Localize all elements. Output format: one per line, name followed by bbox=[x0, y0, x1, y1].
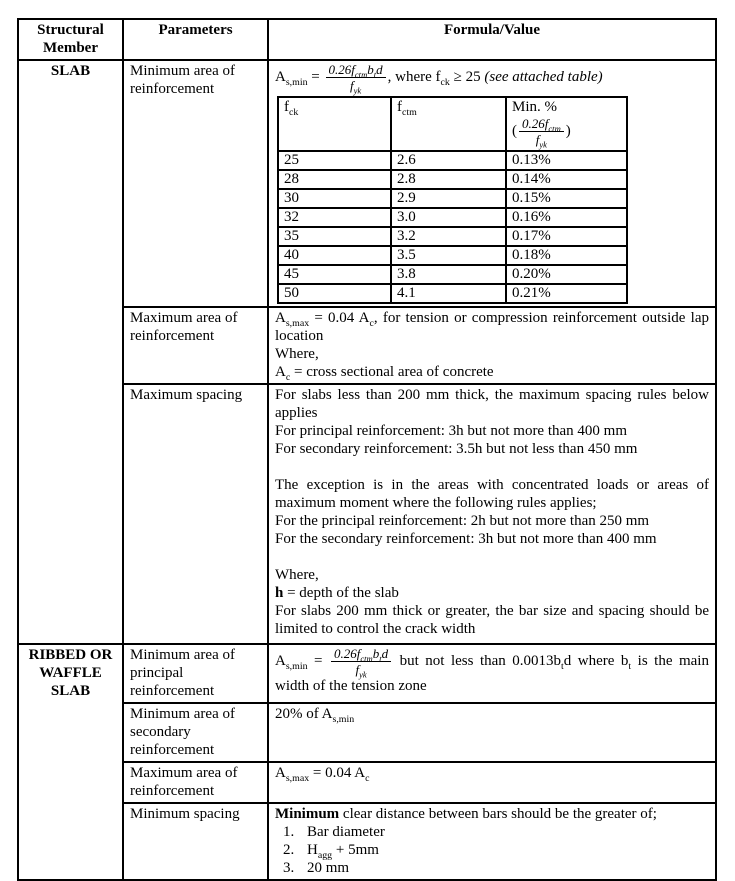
value-ribbed-min-principal: $A_{s,min}$ = $\frac{0.26f_{ctm}b_td}{f_{yk}}$ but not less than $0.0013b_td$ where $b_t$ is the main width of the tension zone bbox=[268, 644, 716, 703]
fck-header: $f_{ck}$ bbox=[278, 97, 391, 151]
param-ribbed-min-spacing: Minimum spacing bbox=[123, 803, 268, 880]
fck-value: 45 bbox=[278, 265, 391, 284]
min-pct-value: 0.16% bbox=[506, 208, 627, 227]
value-ribbed-min-spacing: Minimum clear distance between bars should be the greater of; 1. Bar diameter 2. $H_{agg} + 5mm$ 3. 20 mm bbox=[268, 803, 716, 880]
value-ribbed-min-secondary: 20% of $A_{s,min}$ bbox=[268, 703, 716, 762]
min-pct-value: 0.13% bbox=[506, 151, 627, 170]
member-ribbed-waffle-slab: RIBBED OR WAFFLE SLAB bbox=[18, 644, 123, 880]
table-row bbox=[18, 60, 716, 307]
fctm-value: 3.2 bbox=[391, 227, 506, 246]
param-slab-min-area: Minimum area of reinforcement bbox=[123, 60, 268, 307]
min-pct-value: 0.18% bbox=[506, 246, 627, 265]
min-pct-value: 0.14% bbox=[506, 170, 627, 189]
fck-value: 32 bbox=[278, 208, 391, 227]
fck-value: 25 bbox=[278, 151, 391, 170]
header-structural-member: Structural Member bbox=[18, 19, 123, 60]
table-row bbox=[278, 208, 627, 227]
value-slab-max-area: $A_{s,max} = 0.04$ $A_c$, for tension or compression reinforcement outside lap location Where, $A_c$ = cross sectional area of concrete bbox=[268, 307, 716, 384]
table-row bbox=[18, 762, 716, 803]
fctm-value: 3.0 bbox=[391, 208, 506, 227]
header-formula-value: Formula/Value bbox=[268, 19, 716, 60]
table-row bbox=[18, 307, 716, 384]
fctm-value: 4.1 bbox=[391, 284, 506, 303]
table-row bbox=[18, 803, 716, 880]
fctm-value: 2.8 bbox=[391, 170, 506, 189]
table-row bbox=[278, 151, 627, 170]
header-parameters: Parameters bbox=[123, 19, 268, 60]
table-row bbox=[278, 246, 627, 265]
fctm-value: 2.6 bbox=[391, 151, 506, 170]
param-ribbed-min-secondary: Minimum area of secondary reinforcement bbox=[123, 703, 268, 762]
fctm-value: 3.5 bbox=[391, 246, 506, 265]
min-pct-header bbox=[506, 97, 627, 151]
table-row bbox=[278, 227, 627, 246]
table-header-row bbox=[18, 19, 716, 60]
fctm-value: 2.9 bbox=[391, 189, 506, 208]
param-slab-max-spacing: Maximum spacing bbox=[123, 384, 268, 644]
table-row bbox=[278, 189, 627, 208]
structural-members-table bbox=[17, 18, 717, 881]
min-area-formula: $A_{s,min}$ = $\frac{0.26f_{ctm}b_td}{f_{yk}}$ , where $f_{ck} \ge 25$ (see attached table) bbox=[275, 62, 603, 96]
table-row bbox=[278, 284, 627, 303]
fck-table-header-row bbox=[278, 97, 627, 151]
min-pct-value: 0.15% bbox=[506, 189, 627, 208]
min-pct-label: Min. % bbox=[512, 99, 557, 115]
table-row bbox=[18, 703, 716, 762]
fck-value: 35 bbox=[278, 227, 391, 246]
fck-value: 30 bbox=[278, 189, 391, 208]
fck-value: 28 bbox=[278, 170, 391, 189]
fck-value: 50 bbox=[278, 284, 391, 303]
table-row bbox=[18, 644, 716, 703]
param-ribbed-max-area: Maximum area of reinforcement bbox=[123, 762, 268, 803]
param-ribbed-min-principal: Minimum area of principal reinforcement bbox=[123, 644, 268, 703]
value-ribbed-max-area: $A_{s,max} = 0.04$ $A_c$ bbox=[268, 762, 716, 803]
min-pct-value: 0.21% bbox=[506, 284, 627, 303]
table-row bbox=[18, 384, 716, 644]
min-pct-formula: ( $\frac{0.26f_{ctm}}{f_{yk}}$ ) bbox=[512, 116, 571, 150]
min-pct-value: 0.20% bbox=[506, 265, 627, 284]
table-row bbox=[278, 170, 627, 189]
fctm-value: 3.8 bbox=[391, 265, 506, 284]
min-pct-value: 0.17% bbox=[506, 227, 627, 246]
fctm-header: $f_{ctm}$ bbox=[391, 97, 506, 151]
value-slab-min-area bbox=[268, 60, 716, 307]
value-slab-max-spacing: For slabs less than 200 mm thick, the maximum spacing rules below applies For principal reinforcement: 3h but not more than 400 mm For secondary reinforcement: 3.5h but not less than 450 mm The exception is in the areas with concentrated loads or areas of maximum moment where the following rules applies; For the principal reinforcement: 2h but not more than 250 mm For the secondary reinforcement: 3h but not more than 400 mm Where, h = depth of the slab For slabs 200 mm thick or greater, the bar size and spacing should be limited to control the crack width bbox=[268, 384, 716, 644]
fck-value: 40 bbox=[278, 246, 391, 265]
member-slab: SLAB bbox=[18, 60, 123, 644]
table-row bbox=[278, 265, 627, 284]
param-slab-max-area: Maximum area of reinforcement bbox=[123, 307, 268, 384]
fck-fctm-table bbox=[277, 96, 628, 304]
